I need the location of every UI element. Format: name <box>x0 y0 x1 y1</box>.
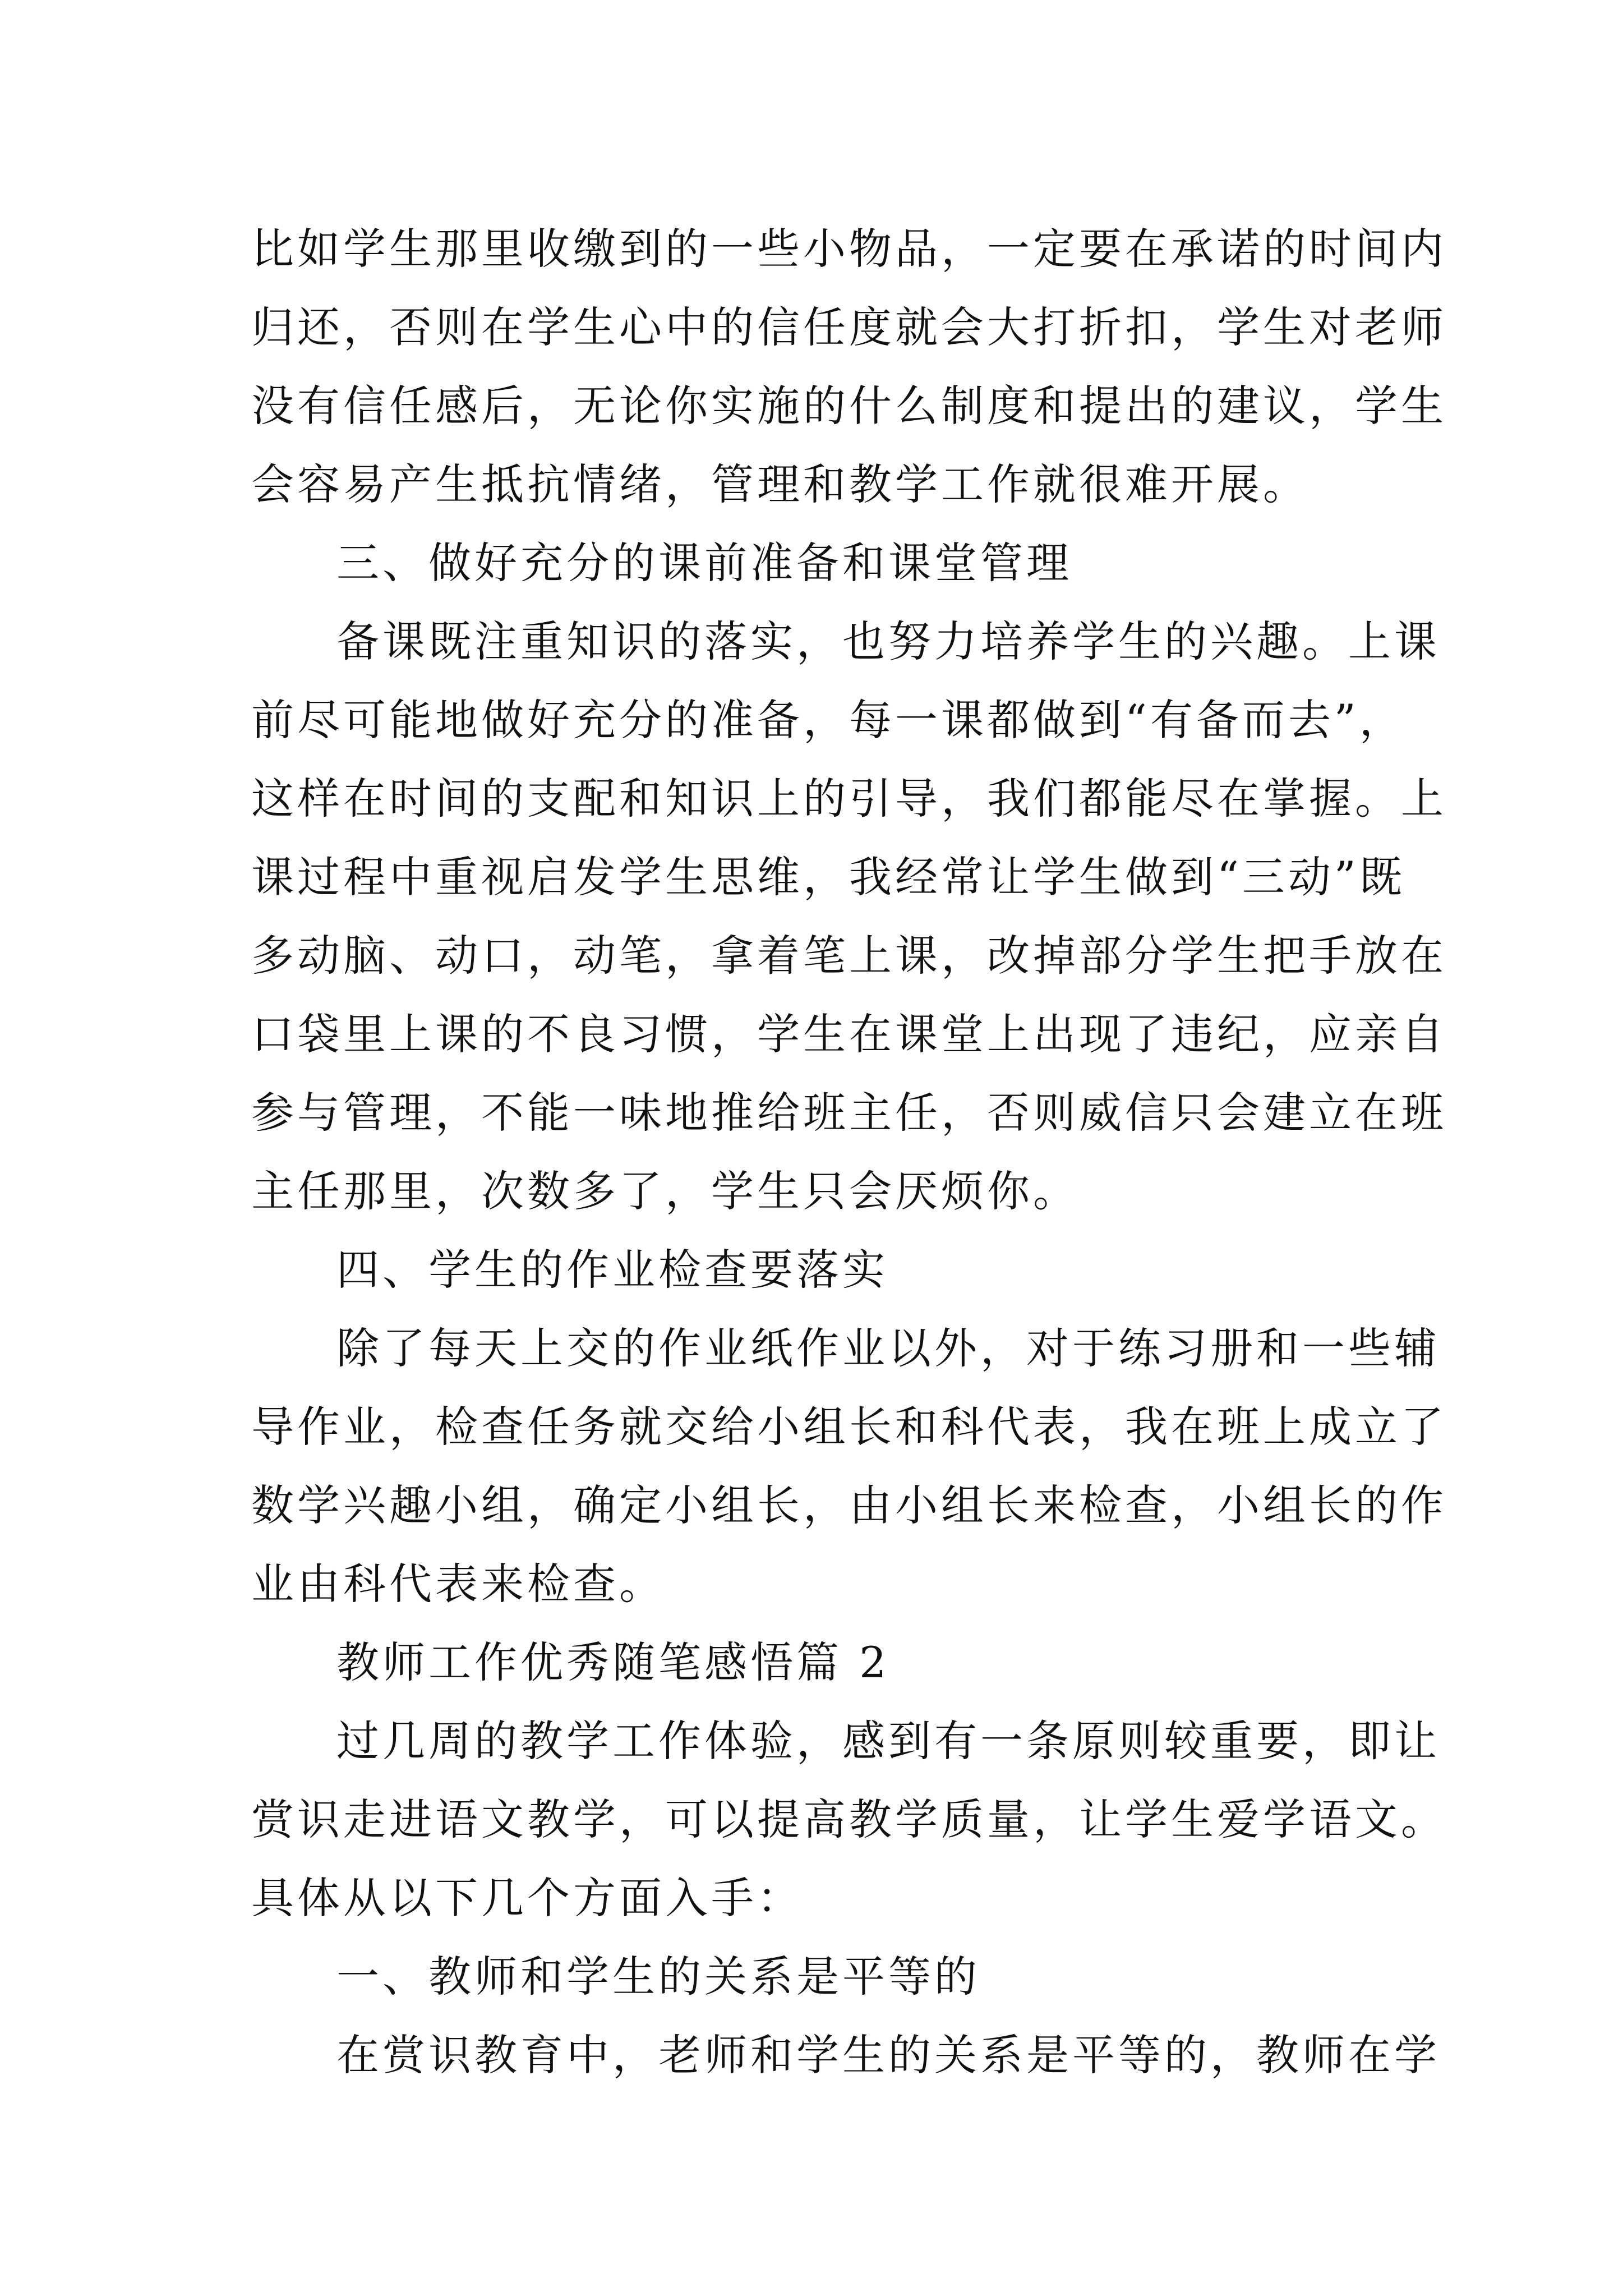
document-body <box>251 210 1447 2095</box>
section-heading: 四、学生的作业检查要落实 <box>336 1245 888 1295</box>
text-line: 多动脑、动口，动笔，拿着笔上课，改掉部分学生把手放在 <box>251 931 1447 981</box>
text-line: 赏识走进语文教学，可以提高教学质量，让学生爱学语文。 <box>251 1795 1447 1844</box>
article-title: 教师工作优秀随笔感悟篇 2 <box>336 1637 890 1687</box>
text-line: 没有信任感后，无论你实施的什么制度和提出的建议，学生 <box>251 381 1447 431</box>
text-line: 业由科代表来检查。 <box>251 1559 665 1609</box>
text-line: 导作业，检查任务就交给小组长和科代表，我在班上成立了 <box>251 1402 1447 1452</box>
text-line: 参与管理，不能一味地推给班主任，否则威信只会建立在班 <box>251 1088 1447 1138</box>
text-line: 会容易产生抵抗情绪，管理和教学工作就很难开展。 <box>251 459 1309 509</box>
text-line: 具体从以下几个方面入手： <box>251 1873 803 1923</box>
section-heading: 三、做好充分的课前准备和课堂管理 <box>336 538 1072 588</box>
text-line: 口袋里上课的不良习惯，学生在课堂上出现了违纪，应亲自 <box>251 1009 1447 1059</box>
text-line: 前尽可能地做好充分的准备，每一课都做到“有备而去”， <box>251 695 1405 745</box>
text-line: 过几周的教学工作体验，感到有一条原则较重要，即让 <box>336 1716 1440 1766</box>
text-line: 备课既注重知识的落实，也努力培养学生的兴趣。上课 <box>336 616 1440 666</box>
text-line: 归还，否则在学生心中的信任度就会大打折扣，学生对老师 <box>251 302 1447 352</box>
text-line: 课过程中重视启发学生思维，我经常让学生做到“三动”既 <box>251 852 1405 902</box>
text-line: 主任那里，次数多了，学生只会厌烦你。 <box>251 1166 1079 1216</box>
text-line: 数学兴趣小组，确定小组长，由小组长来检查，小组长的作 <box>251 1480 1447 1530</box>
text-line: 除了每天上交的作业纸作业以外，对于练习册和一些辅 <box>336 1323 1440 1373</box>
section-heading: 一、教师和学生的关系是平等的 <box>336 1952 980 2001</box>
text-line: 这样在时间的支配和知识上的引导，我们都能尽在掌握。上 <box>251 774 1447 823</box>
text-line: 在赏识教育中，老师和学生的关系是平等的，教师在学 <box>336 2030 1440 2080</box>
text-line: 比如学生那里收缴到的一些小物品，一定要在承诺的时间内 <box>251 224 1447 274</box>
